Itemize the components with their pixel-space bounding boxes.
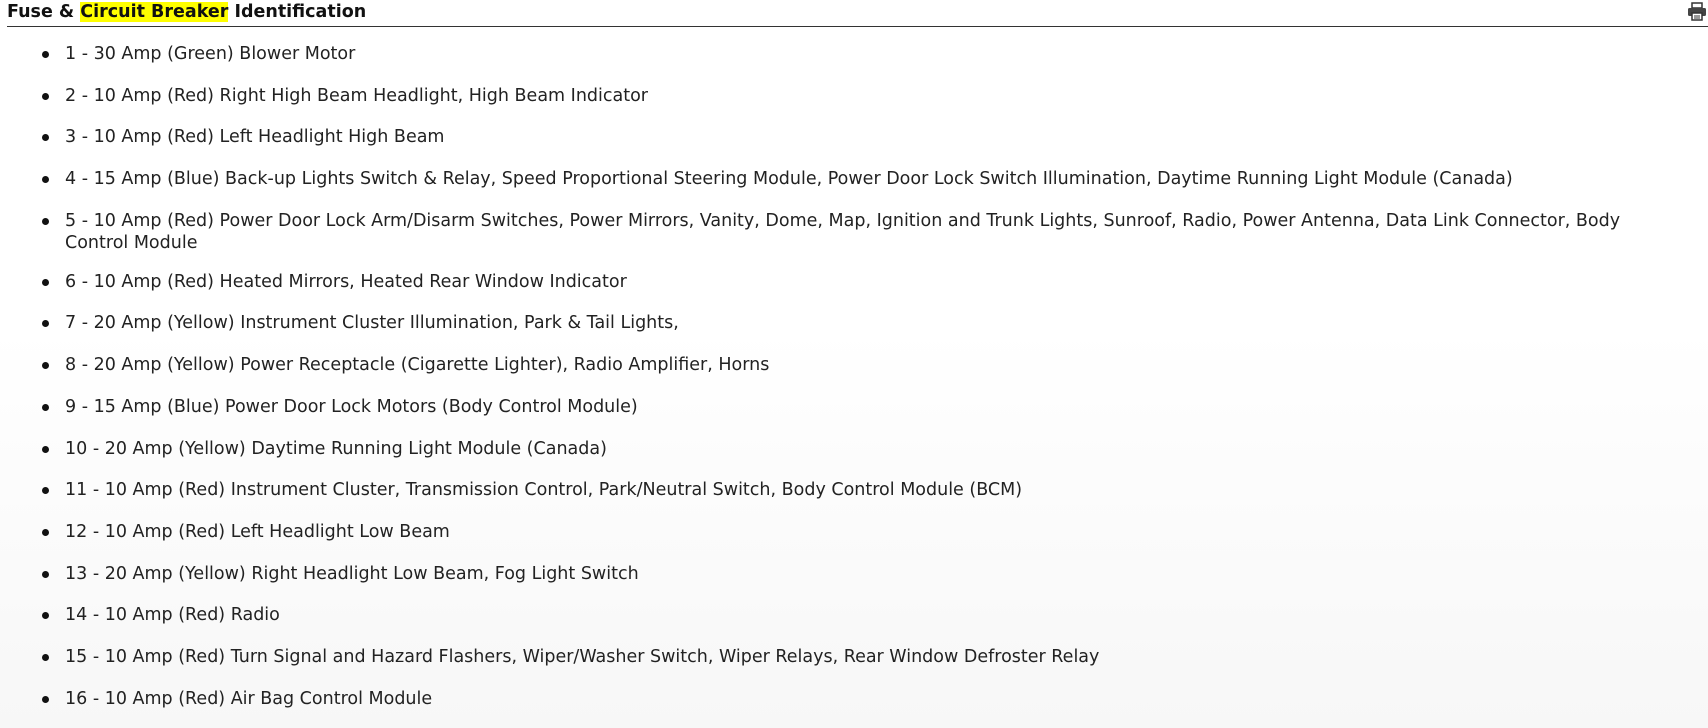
fuse-list-item (0, 85, 1708, 107)
fuse-text: 2 - 10 Amp (Red) Right High Beam Headlight, High Beam Indicator (65, 85, 648, 106)
title-prefix: Fuse & (7, 2, 81, 22)
fuse-text: 8 - 20 Amp (Yellow) Power Receptacle (Cigarette Lighter), Radio Amplifier, Horns (65, 355, 770, 376)
fuse-text: 5 - 10 Amp (Red) Power Door Lock Arm/Disarm Switches, Power Mirrors, Vanity, Dome, Map, Ignition and Trunk Lights, Sunroof, Radio, Power Antenna, Data Link Connector, Body Control Module (65, 210, 1621, 253)
bullet-icon (42, 571, 49, 578)
fuse-text: 13 - 20 Amp (Yellow) Right Headlight Low Beam, Fog Light Switch (65, 563, 639, 584)
fuse-list-item (0, 521, 1708, 543)
fuse-list (0, 27, 1708, 710)
bullet-icon (42, 696, 49, 703)
fuse-list-item (0, 479, 1708, 501)
bullet-icon (42, 362, 49, 369)
fuse-list-item (0, 688, 1708, 710)
print-button[interactable] (1686, 2, 1708, 22)
fuse-list-item (0, 604, 1708, 626)
bullet-icon (42, 404, 49, 411)
bullet-icon (42, 51, 49, 58)
bullet-icon (42, 320, 49, 327)
fuse-list-item (0, 563, 1708, 585)
fuse-list-item (0, 271, 1708, 293)
fuse-text: 7 - 20 Amp (Yellow) Instrument Cluster Illumination, Park & Tail Lights, (65, 313, 679, 334)
bullet-icon (42, 446, 49, 453)
title-highlight: Circuit Breaker (80, 2, 229, 22)
fuse-list-item (0, 646, 1708, 668)
fuse-text: 1 - 30 Amp (Green) Blower Motor (65, 44, 356, 64)
fuse-list-item (0, 43, 1708, 65)
page-title (7, 0, 366, 23)
bullet-icon (42, 529, 49, 536)
bullet-icon (42, 612, 49, 619)
fuse-text: 6 - 10 Amp (Red) Heated Mirrors, Heated Rear Window Indicator (65, 271, 627, 292)
fuse-text: 15 - 10 Amp (Red) Turn Signal and Hazard Flashers, Wiper/Washer Switch, Wiper Relays, Rear Window Defroster Relay (65, 646, 1100, 667)
fuse-text: 9 - 15 Amp (Blue) Power Door Lock Motors (Body Control Module) (65, 396, 638, 417)
fuse-list-item (0, 396, 1708, 418)
bullet-icon (42, 218, 49, 225)
title-suffix: Identification (228, 2, 367, 22)
fuse-text: 14 - 10 Amp (Red) Radio (65, 605, 280, 626)
fuse-text: 11 - 10 Amp (Red) Instrument Cluster, Transmission Control, Park/Neutral Switch, Body Control Module (BCM) (65, 480, 1023, 501)
fuse-list-item (0, 168, 1708, 190)
fuse-text: 3 - 10 Amp (Red) Left Headlight High Beam (65, 127, 445, 148)
bullet-icon (42, 279, 49, 286)
fuse-list-item (0, 312, 1708, 334)
fuse-list-item (0, 210, 1708, 254)
bullet-icon (42, 654, 49, 661)
bullet-icon (42, 93, 49, 100)
page-header (7, 0, 1708, 27)
fuse-text: 16 - 10 Amp (Red) Air Bag Control Module (65, 688, 433, 709)
bullet-icon (42, 176, 49, 183)
fuse-list-item (0, 126, 1708, 148)
bullet-icon (42, 487, 49, 494)
printer-icon (1686, 2, 1708, 22)
bullet-icon (42, 134, 49, 141)
fuse-text: 4 - 15 Amp (Blue) Back-up Lights Switch & Relay, Speed Proportional Steering Module, Power Door Lock Switch Illumination, Daytime Running Light Module (Canada) (65, 169, 1513, 190)
fuse-text: 12 - 10 Amp (Red) Left Headlight Low Beam (65, 521, 450, 542)
fuse-list-item (0, 438, 1708, 460)
fuse-text: 10 - 20 Amp (Yellow) Daytime Running Light Module (Canada) (65, 438, 607, 459)
fuse-list-item (0, 354, 1708, 376)
